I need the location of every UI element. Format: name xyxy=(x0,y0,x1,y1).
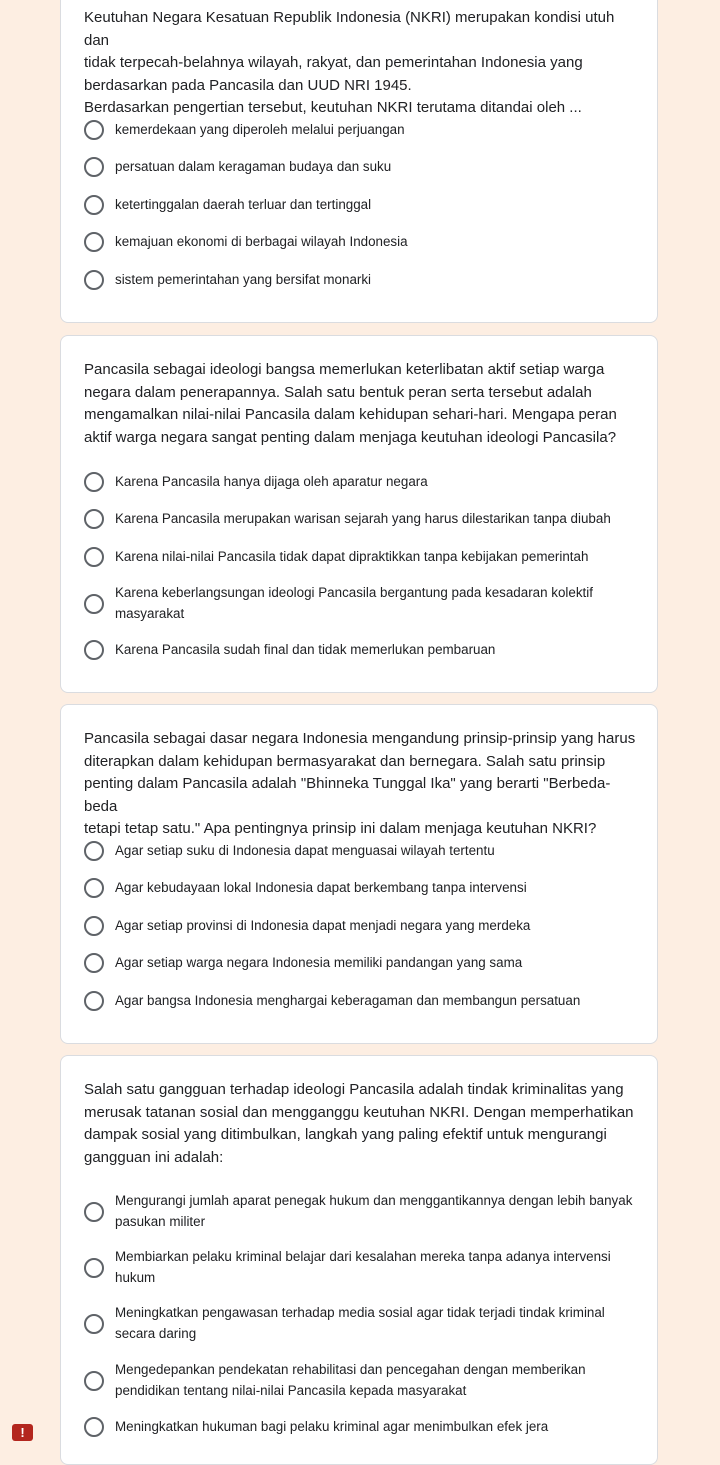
question-text-line: dampak sosial yang ditimbulkan, langkah yang paling efektif untuk mengurangi xyxy=(84,1126,607,1143)
question-text xyxy=(84,1079,640,1169)
question-text-line: merusak tatanan sosial dan mengganggu keutuhan NKRI. Dengan memperhatikan xyxy=(84,1103,634,1121)
answer-option[interactable] xyxy=(84,916,640,937)
question-text-line: negara dalam penerapannya. Salah satu bentuk peran serta tersebut adalah xyxy=(84,383,592,401)
question-text-line: penting dalam Pancasila adalah "Bhinneka Tunggal Ika" yang berarti "Berbeda-beda xyxy=(84,775,611,815)
radio-button[interactable] xyxy=(84,594,104,614)
answer-option[interactable] xyxy=(84,878,640,899)
question-card-4 xyxy=(60,1055,658,1465)
radio-button[interactable] xyxy=(84,157,104,177)
option-label: Agar setiap warga negara Indonesia memiliki pandangan yang sama xyxy=(115,955,523,970)
question-text-line: aktif warga negara sangat penting dalam menjaga keutuhan ideologi Pancasila? xyxy=(84,428,617,446)
answer-option[interactable] xyxy=(84,1417,640,1438)
option-label: Karena keberlangsungan ideologi Pancasila bergantung pada kesadaran kolektif masyarakat xyxy=(115,585,593,621)
question-card-2 xyxy=(60,335,658,693)
radio-button[interactable] xyxy=(84,1258,104,1278)
answer-option[interactable] xyxy=(84,120,640,141)
answer-option[interactable] xyxy=(84,640,640,661)
option-label: kemajuan ekonomi di berbagai wilayah Indonesia xyxy=(115,234,408,249)
option-label: Agar bangsa Indonesia menghargai keberagaman dan membangun persatuan xyxy=(115,993,581,1008)
radio-button[interactable] xyxy=(84,547,104,567)
question-text-line: Pancasila sebagai ideologi bangsa memerlukan keterlibatan aktif setiap warga xyxy=(84,361,605,378)
answer-option[interactable] xyxy=(84,1303,640,1344)
option-label: Mengurangi jumlah aparat penegak hukum dan menggantikannya dengan lebih banyak pasukan militer xyxy=(115,1193,633,1229)
question-text-line: tetapi tetap satu." Apa pentingnya prinsip ini dalam menjaga keutuhan NKRI? xyxy=(84,820,597,837)
answer-option[interactable] xyxy=(84,509,640,530)
question-card-1 xyxy=(60,0,658,323)
answer-option[interactable] xyxy=(84,583,640,624)
question-text-line: Berdasarkan pengertian tersebut, keutuhan NKRI terutama ditandai oleh ... xyxy=(84,99,582,116)
answer-option[interactable] xyxy=(84,472,640,493)
question-text-line: diterapkan dalam kehidupan bermasyarakat dan bernegara. Salah satu prinsip xyxy=(84,752,606,770)
radio-button[interactable] xyxy=(84,195,104,215)
option-label: Karena nilai-nilai Pancasila tidak dapat dipraktikkan tanpa kebijakan pemerintah xyxy=(115,549,589,564)
radio-button[interactable] xyxy=(84,270,104,290)
option-label: ketertinggalan daerah terluar dan tertinggal xyxy=(115,197,372,212)
answer-option[interactable] xyxy=(84,195,640,216)
radio-button[interactable] xyxy=(84,878,104,898)
question-text-line: Salah satu gangguan terhadap ideologi Pancasila adalah tindak kriminalitas yang xyxy=(84,1081,624,1098)
radio-button[interactable] xyxy=(84,916,104,936)
option-label: Agar kebudayaan lokal Indonesia dapat berkembang tanpa intervensi xyxy=(115,880,527,895)
question-text-line: tidak terpecah-belahnya wilayah, rakyat, dan pemerintahan Indonesia yang xyxy=(84,54,583,71)
option-label: persatuan dalam keragaman budaya dan suku xyxy=(115,159,392,174)
question-text-line: mengamalkan nilai-nilai Pancasila dalam kehidupan sehari-hari. Mengapa peran xyxy=(84,406,617,423)
question-text xyxy=(84,359,640,449)
question-text xyxy=(84,7,640,120)
radio-button[interactable] xyxy=(84,953,104,973)
radio-button[interactable] xyxy=(84,841,104,861)
radio-button[interactable] xyxy=(84,120,104,140)
answer-option[interactable] xyxy=(84,953,640,974)
answer-option[interactable] xyxy=(84,1191,640,1232)
radio-button[interactable] xyxy=(84,1417,104,1437)
option-label: Agar setiap provinsi di Indonesia dapat menjadi negara yang merdeka xyxy=(115,918,531,933)
option-label: Agar setiap suku di Indonesia dapat menguasai wilayah tertentu xyxy=(115,843,495,858)
answer-option[interactable] xyxy=(84,270,640,291)
question-text-line: Keutuhan Negara Kesatuan Republik Indonesia (NKRI) merupakan kondisi utuh dan xyxy=(84,9,615,49)
option-label: kemerdekaan yang diperoleh melalui perjuangan xyxy=(115,122,405,137)
question-text-line: Pancasila sebagai dasar negara Indonesia mengandung prinsip-prinsip yang harus xyxy=(84,730,636,747)
answer-option[interactable] xyxy=(84,232,640,253)
option-label: Mengedepankan pendekatan rehabilitasi dan pencegahan dengan memberikan pendidikan tentang nilai-nilai Pancasila kepada masyarakat xyxy=(115,1362,586,1398)
question-text-line: gangguan ini adalah: xyxy=(84,1148,224,1166)
report-button[interactable]: ! xyxy=(12,1424,33,1441)
question-text-line: berdasarkan pada Pancasila dan UUD NRI 1945. xyxy=(84,76,412,94)
answer-option[interactable] xyxy=(84,157,640,178)
option-label: Meningkatkan pengawasan terhadap media sosial agar tidak terjadi tindak kriminal secara daring xyxy=(115,1305,605,1341)
radio-button[interactable] xyxy=(84,509,104,529)
option-label: Karena Pancasila hanya dijaga oleh aparatur negara xyxy=(115,474,428,489)
option-label: Membiarkan pelaku kriminal belajar dari kesalahan mereka tanpa adanya intervensi hukum xyxy=(115,1249,611,1285)
radio-button[interactable] xyxy=(84,1202,104,1222)
radio-button[interactable] xyxy=(84,991,104,1011)
option-label: Karena Pancasila sudah final dan tidak memerlukan pembaruan xyxy=(115,642,496,657)
radio-button[interactable] xyxy=(84,232,104,252)
option-label: Karena Pancasila merupakan warisan sejarah yang harus dilestarikan tanpa diubah xyxy=(115,511,611,526)
answer-option[interactable] xyxy=(84,547,640,568)
answer-option[interactable] xyxy=(84,1360,640,1401)
radio-button[interactable] xyxy=(84,472,104,492)
answer-option[interactable] xyxy=(84,1247,640,1288)
radio-button[interactable] xyxy=(84,1314,104,1334)
radio-button[interactable] xyxy=(84,1371,104,1391)
option-label: Meningkatkan hukuman bagi pelaku kriminal agar menimbulkan efek jera xyxy=(115,1419,549,1434)
answer-option[interactable] xyxy=(84,991,640,1012)
option-label: sistem pemerintahan yang bersifat monarki xyxy=(115,272,372,287)
question-text xyxy=(84,728,640,841)
answer-option[interactable] xyxy=(84,841,640,862)
question-card-3 xyxy=(60,704,658,1044)
radio-button[interactable] xyxy=(84,640,104,660)
